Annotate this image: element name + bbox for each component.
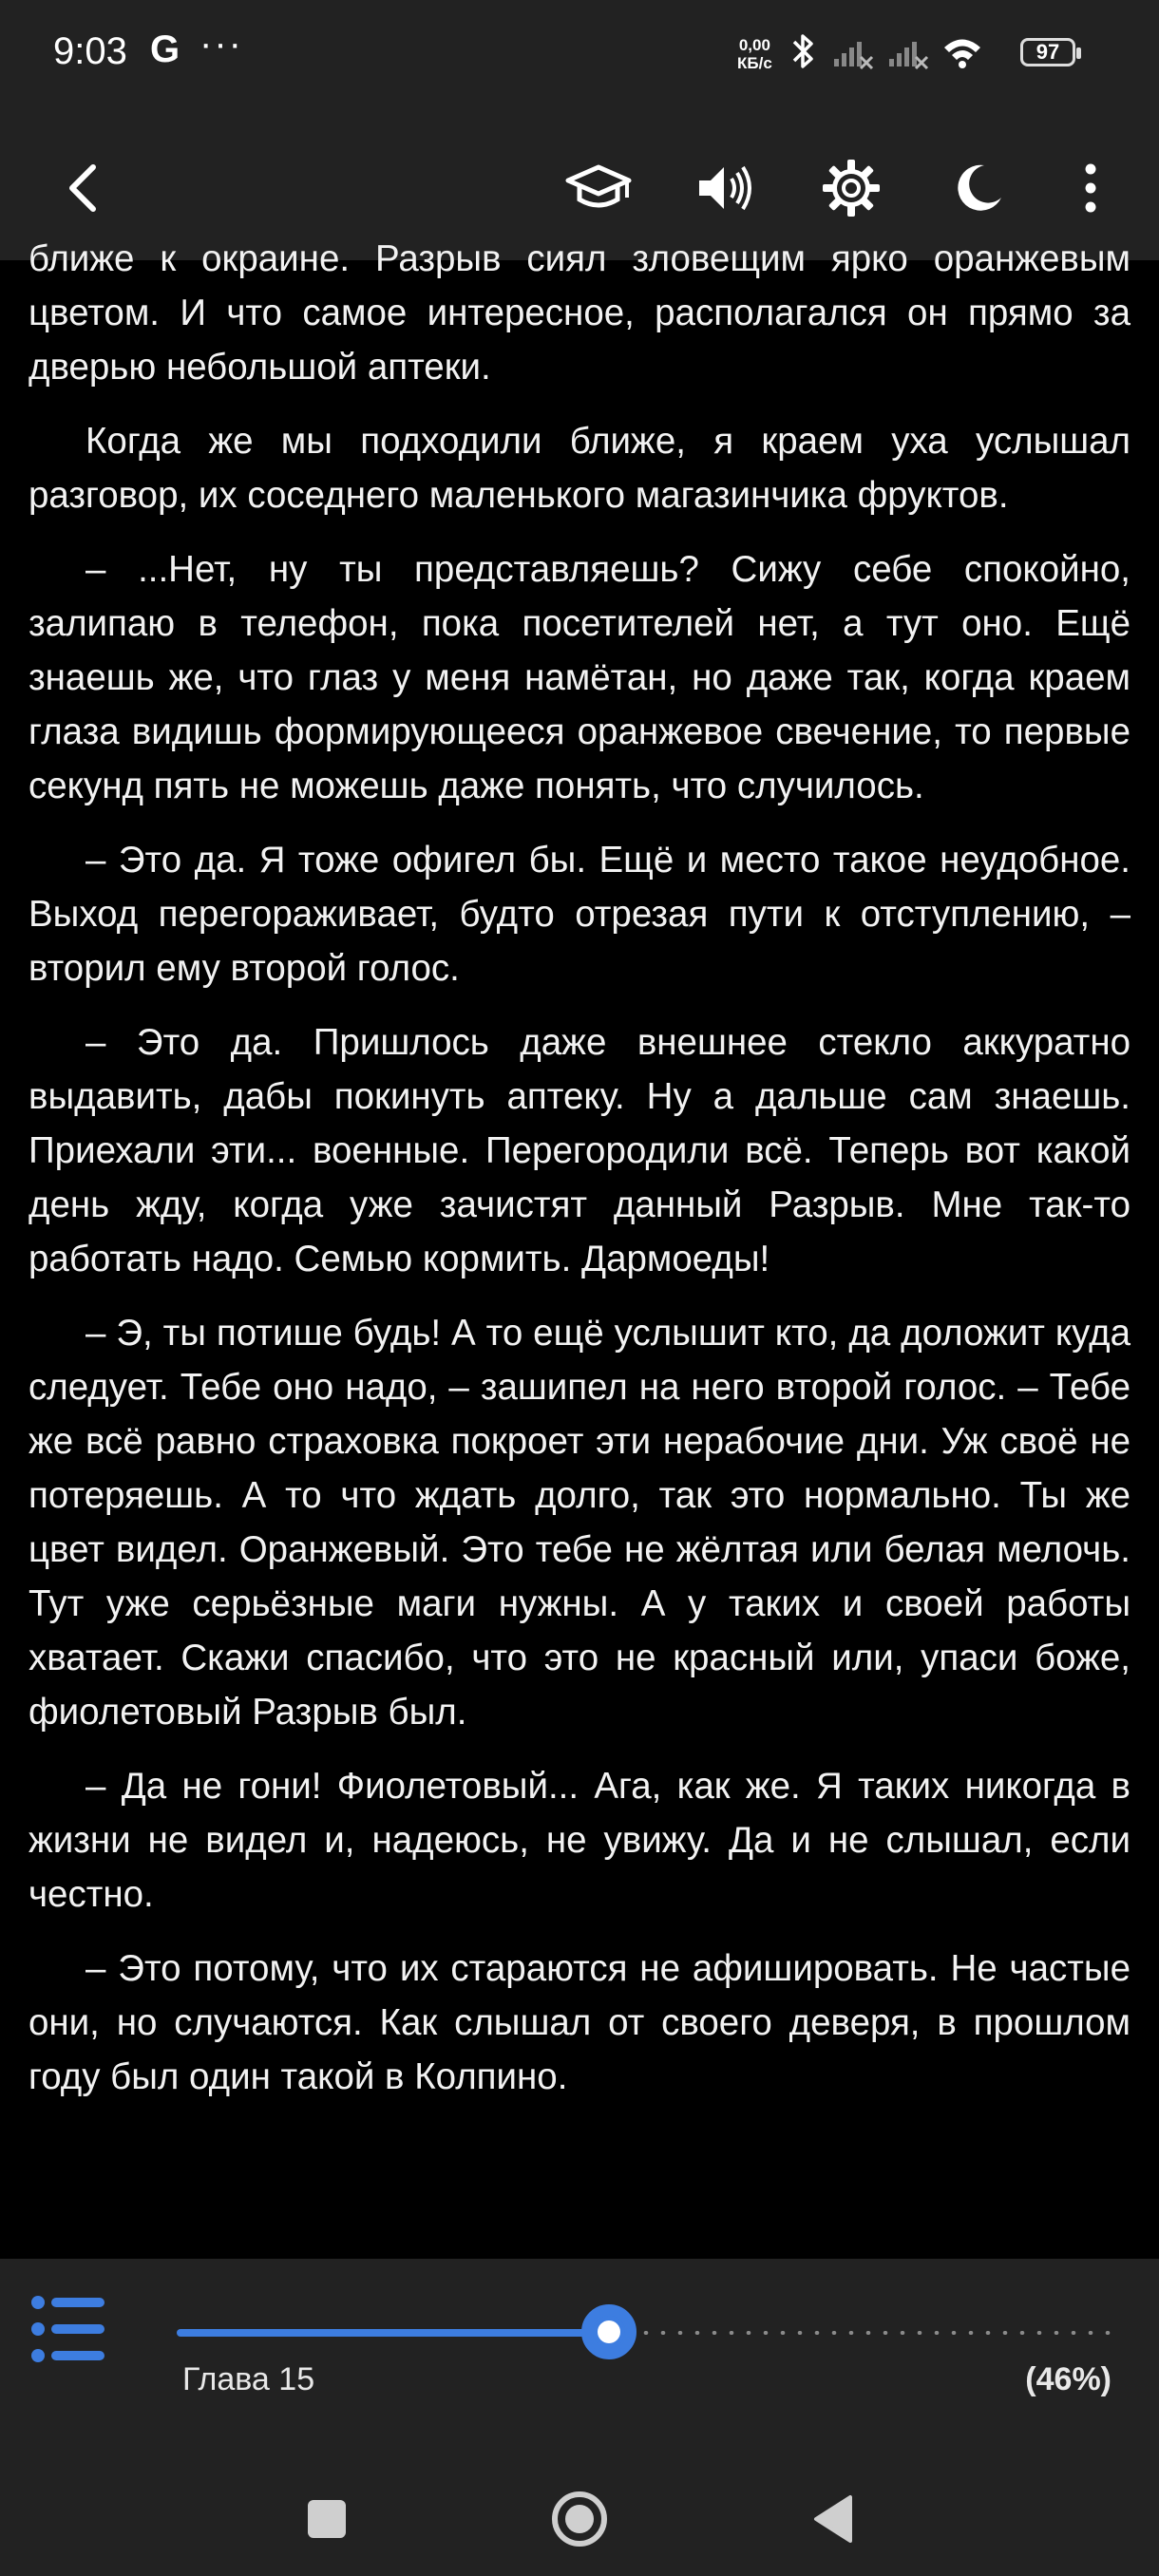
system-back-button[interactable] bbox=[796, 2481, 872, 2557]
gear-icon bbox=[821, 158, 882, 218]
progress-slider-thumb[interactable] bbox=[581, 2304, 636, 2359]
home-circle-icon bbox=[549, 2489, 610, 2549]
moon-icon bbox=[950, 160, 1007, 217]
home-button[interactable] bbox=[542, 2481, 618, 2557]
google-icon: G bbox=[150, 28, 180, 70]
more-vert-icon bbox=[1081, 160, 1100, 217]
progress-slider-fill bbox=[177, 2329, 609, 2337]
reading-progress-panel bbox=[0, 2259, 1159, 2453]
battery-icon: 97 bbox=[1020, 38, 1075, 66]
speaker-icon bbox=[694, 160, 754, 217]
wifi-icon bbox=[944, 40, 980, 69]
bluetooth-icon bbox=[794, 36, 811, 66]
recents-square-icon bbox=[306, 2498, 348, 2540]
back-button[interactable] bbox=[38, 141, 133, 236]
signal-1-icon bbox=[834, 42, 872, 68]
network-speed-value: 0,00 bbox=[738, 36, 770, 54]
signal-2-icon bbox=[889, 42, 927, 68]
recents-button[interactable] bbox=[289, 2481, 365, 2557]
network-speed bbox=[737, 36, 772, 72]
progress-percent: (46%) bbox=[1025, 2361, 1112, 2397]
table-of-contents-button[interactable] bbox=[28, 2293, 108, 2365]
book-paragraph: – ...Нет, ну ты представляешь? Сижу себе спокойно, залипаю в телефон, пока посетителей нет, а тут оно. Ещё знаешь же, что глаз у меня намётан, но даже так, когда краем глаза видишь формирующееся оранжевое свечение, то первые секунд пять не можешь даже понять, что случилось. bbox=[28, 549, 1130, 806]
progress-slider[interactable] bbox=[177, 2318, 1117, 2346]
book-paragraph: – Это да. Я тоже офигел бы. Ещё и место такое неудобное. Выход перегораживает, будто отрезая пути к отступлению, – вторил ему второй голос. bbox=[28, 840, 1130, 989]
graduation-cap-icon bbox=[564, 160, 633, 217]
progress-slider-remaining bbox=[637, 2331, 1117, 2335]
more-options-button[interactable] bbox=[1043, 141, 1138, 236]
book-paragraph: Когда же мы подходили ближе, я краем уха услышал разговор, их соседнего маленького магазинчика фруктов. bbox=[28, 421, 1130, 516]
night-mode-button[interactable] bbox=[931, 141, 1026, 236]
chapter-label: Глава 15 bbox=[182, 2361, 315, 2397]
network-speed-unit: КБ/с bbox=[737, 54, 772, 72]
system-navigation-bar bbox=[0, 2453, 1159, 2576]
more-notifications-icon: ··· bbox=[200, 23, 243, 65]
book-paragraph: – Это потому, что их стараются не афишировать. Не частые они, но случаются. Как слышал от своего деверя, в прошлом году был один такой в Колпино. bbox=[28, 1948, 1130, 2097]
book-text-area[interactable] bbox=[0, 238, 1159, 2097]
study-button[interactable] bbox=[551, 141, 646, 236]
book-paragraph: ближе к окраине. Разрыв сиял зловещим ярко оранжевым цветом. И что самое интересное, располагался он прямо за дверью небольшой аптеки. bbox=[28, 238, 1130, 388]
settings-button[interactable] bbox=[804, 141, 899, 236]
book-paragraph: – Да не гони! Фиолетовый... Ага, как же. Я таких никогда в жизни не видел и, надеюсь, не увижу. Да и не слышал, если честно. bbox=[28, 1766, 1130, 1915]
book-paragraph: – Это да. Пришлось даже внешнее стекло аккуратно выдавить, дабы покинуть аптеку. Ну а дальше сам знаешь. Приехали эти... военные. Перегородили всё. Теперь вот какой день жду, когда уже зачистят данный Разрыв. Мне так-то работать надо. Семью кормить. Дармоеды! bbox=[28, 1022, 1130, 1279]
back-arrow-icon bbox=[57, 160, 114, 217]
book-paragraph: – Э, ты потише будь! А то ещё услышит кто, да доложит куда следует. Тебе оно надо, – зашипел на него второй голос. – Тебе же всё равно страховка покроет эти нерабочие дни. Уж своё не потеряешь. А то что ждать долго, так это нормально. Ты же цвет видел. Оранжевый. Это тебе не жёлтая или белая мелочь. Тут уже серьёзные маги нужны. А у таких и своей работы хватает. Скажи спасибо, что это не красный или, упаси боже, фиолетовый Разрыв был. bbox=[28, 1313, 1130, 1733]
status-icons bbox=[787, 27, 1015, 80]
status-time: 9:03 bbox=[53, 30, 127, 72]
read-aloud-button[interactable] bbox=[676, 141, 771, 236]
list-icon bbox=[28, 2293, 108, 2365]
status-bar bbox=[0, 0, 1159, 112]
back-triangle-icon bbox=[810, 2493, 858, 2545]
book-text-content bbox=[28, 232, 1130, 2124]
